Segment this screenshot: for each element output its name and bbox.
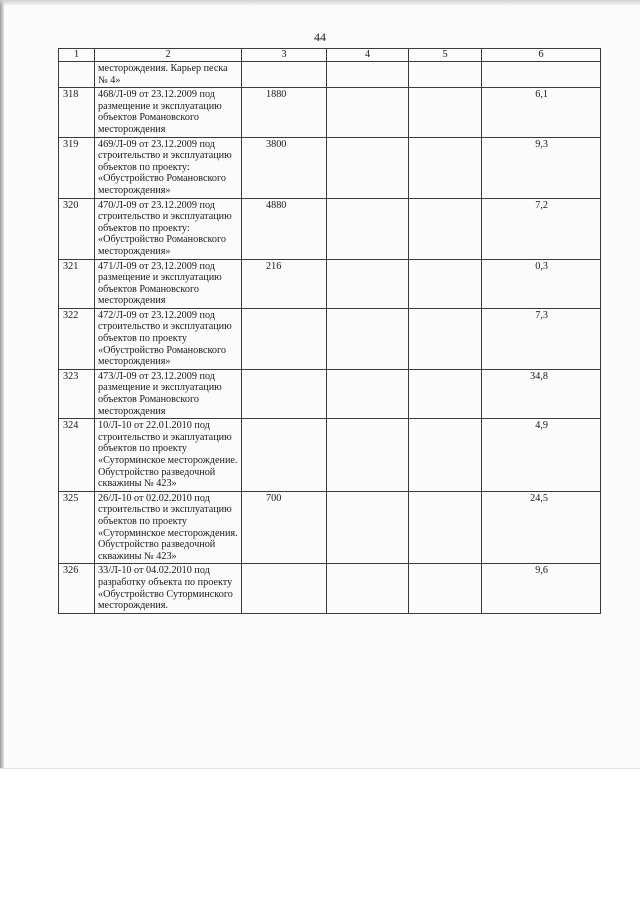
row-number-cell: 326: [59, 564, 95, 613]
table-row: [59, 564, 601, 613]
row-number-cell: 320: [59, 198, 95, 259]
table-row: [59, 491, 601, 564]
column-4-cell: [327, 62, 409, 88]
column-5-cell: [409, 308, 482, 369]
column-3-cell: [242, 308, 327, 369]
description-cell: 471/Л-09 от 23.12.2009 под размещение и эксплуатацию объектов Романовского месторождения: [95, 259, 242, 308]
column-4-cell: [327, 198, 409, 259]
description-cell: 473/Л-09 от 23.12.2009 под размещение и эксплуатацию объектов Романовского месторождения: [95, 369, 242, 418]
column-6-cell: 6,1: [482, 88, 601, 137]
description-cell: 470/Л-09 от 23.12.2009 под строительство и эксплуатацию объектов по проекту: «Обустройство Романовского месторождения»: [95, 198, 242, 259]
description-cell: 26/Л-10 от 02.02.2010 под строительство и эксплуатацию объектов по проекту «Суторминское месторождения. Обустройство разведочной скважины № 423»: [95, 491, 242, 564]
column-5-cell: [409, 564, 482, 613]
column-3-cell: 3800: [242, 137, 327, 198]
row-number-cell: 324: [59, 419, 95, 492]
row-number-cell: 323: [59, 369, 95, 418]
table-header-row: [59, 49, 601, 62]
table-row: [59, 88, 601, 137]
column-header: 1: [59, 49, 95, 62]
description-cell: 468/Л-09 от 23.12.2009 под размещение и эксплуатацию объектов Романовского месторождения: [95, 88, 242, 137]
table-row: [59, 419, 601, 492]
column-4-cell: [327, 369, 409, 418]
column-3-cell: [242, 62, 327, 88]
table-row: [59, 259, 601, 308]
column-5-cell: [409, 491, 482, 564]
column-5-cell: [409, 259, 482, 308]
row-number-cell: 325: [59, 491, 95, 564]
column-5-cell: [409, 369, 482, 418]
column-3-cell: 4880: [242, 198, 327, 259]
column-4-cell: [327, 88, 409, 137]
column-4-cell: [327, 491, 409, 564]
table-row: [59, 62, 601, 88]
column-6-cell: 9,3: [482, 137, 601, 198]
column-4-cell: [327, 419, 409, 492]
column-header: 6: [482, 49, 601, 62]
column-5-cell: [409, 88, 482, 137]
description-cell: 472/Л-09 от 23.12.2009 под строительство и эксплуатацию объектов по проекту «Обустройство Романовского месторождения»: [95, 308, 242, 369]
column-3-cell: [242, 419, 327, 492]
column-header: 4: [327, 49, 409, 62]
column-6-cell: 4,9: [482, 419, 601, 492]
column-header: 3: [242, 49, 327, 62]
table-row: [59, 308, 601, 369]
row-number-cell: 322: [59, 308, 95, 369]
column-header: 5: [409, 49, 482, 62]
column-6-cell: 0,3: [482, 259, 601, 308]
description-cell: 10/Л-10 от 22.01.2010 под строительство и экаплуатацию объектов по проекту «Суторминское месторождение. Обустройство разведочной скважины № 423»: [95, 419, 242, 492]
column-6-cell: 9,6: [482, 564, 601, 613]
column-5-cell: [409, 137, 482, 198]
column-3-cell: 1880: [242, 88, 327, 137]
table-row: [59, 198, 601, 259]
column-4-cell: [327, 137, 409, 198]
column-6-cell: 7,2: [482, 198, 601, 259]
row-number-cell: [59, 62, 95, 88]
row-number-cell: 319: [59, 137, 95, 198]
column-4-cell: [327, 259, 409, 308]
column-header: 2: [95, 49, 242, 62]
column-3-cell: [242, 564, 327, 613]
column-4-cell: [327, 564, 409, 613]
column-3-cell: 216: [242, 259, 327, 308]
description-cell: 469/Л-09 от 23.12.2009 под строительство и эксплуатацию объектов по проекту: «Обустройство Романовского месторождения»: [95, 137, 242, 198]
table-row: [59, 369, 601, 418]
row-number-cell: 321: [59, 259, 95, 308]
column-5-cell: [409, 419, 482, 492]
scan-left-edge: [0, 0, 4, 768]
column-5-cell: [409, 62, 482, 88]
column-5-cell: [409, 198, 482, 259]
description-cell: 33/Л-10 от 04.02.2010 под разработку объекта по проекту «Обустройство Суторминского месторождения.: [95, 564, 242, 613]
column-6-cell: 34,8: [482, 369, 601, 418]
column-6-cell: 24,5: [482, 491, 601, 564]
column-3-cell: [242, 369, 327, 418]
data-table: [58, 48, 601, 614]
column-6-cell: 7,3: [482, 308, 601, 369]
column-4-cell: [327, 308, 409, 369]
page-number: 44: [314, 30, 326, 44]
table-row: [59, 137, 601, 198]
description-cell: месторождения. Карьер песка № 4»: [95, 62, 242, 88]
scan-top-edge: [0, 0, 640, 6]
column-6-cell: [482, 62, 601, 88]
column-3-cell: 700: [242, 491, 327, 564]
row-number-cell: 318: [59, 88, 95, 137]
